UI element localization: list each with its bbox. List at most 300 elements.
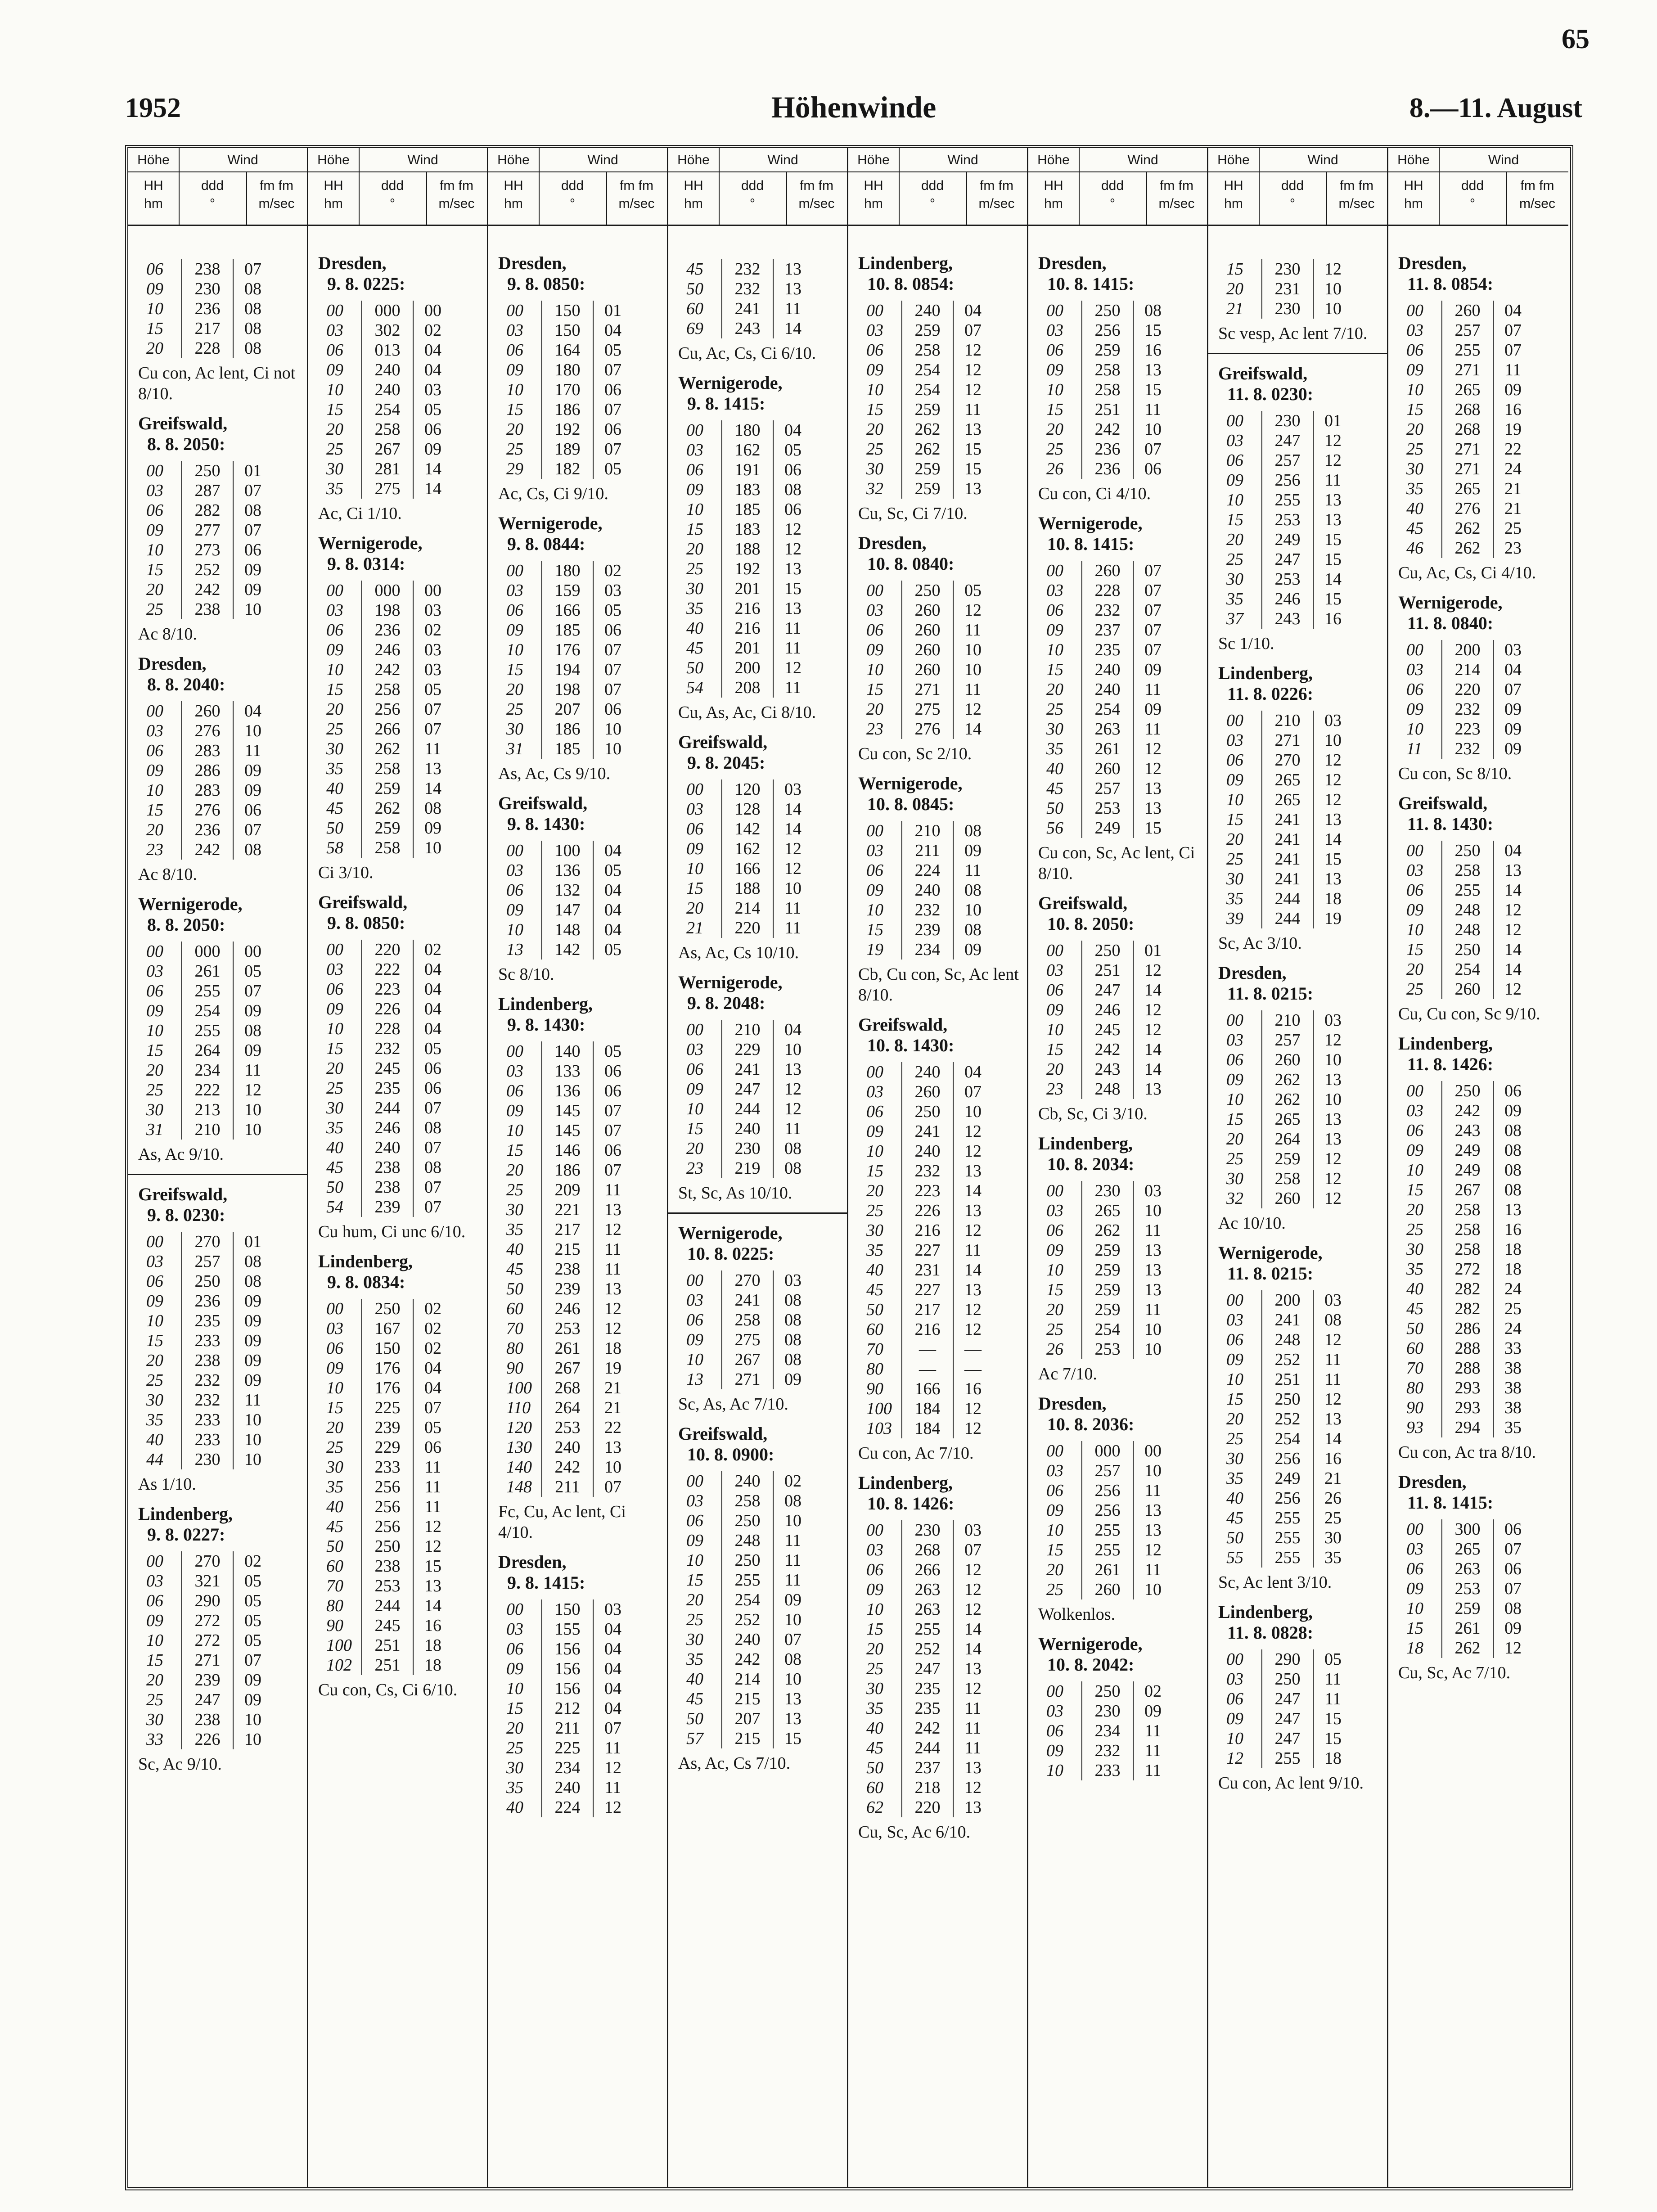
- observation-row: [1043, 1020, 1172, 1040]
- speed-cell: 12: [1144, 739, 1162, 758]
- height-cell: 20: [506, 1161, 523, 1180]
- direction-cell: 188: [722, 878, 773, 898]
- height-cell: 06: [1406, 1559, 1423, 1578]
- speed-cell: 13: [1324, 1070, 1342, 1089]
- header-deg-unit: °: [390, 196, 395, 211]
- height-cell: 15: [686, 1119, 703, 1138]
- direction-cell: 259: [362, 818, 413, 838]
- direction-cell: 256: [362, 1477, 413, 1497]
- height-cell: 15: [1226, 1110, 1243, 1129]
- speed-cell: 09: [244, 1690, 261, 1709]
- speed-cell: 25: [1504, 1299, 1522, 1318]
- direction-cell: 000: [182, 942, 233, 961]
- observation-row: [683, 299, 812, 319]
- station-heading: [138, 894, 299, 935]
- observation-row: [503, 1679, 632, 1698]
- header-rule: [488, 171, 667, 172]
- observation-row: [863, 880, 992, 900]
- speed-cell: 08: [1504, 1599, 1522, 1618]
- observation-row: [143, 840, 272, 860]
- direction-cell: 266: [362, 719, 413, 739]
- header-deg-unit: °: [750, 196, 755, 211]
- observation-row: [323, 1197, 452, 1217]
- height-cell: 20: [866, 1181, 883, 1200]
- column-body: [848, 226, 1027, 1843]
- speed-cell: 22: [1504, 440, 1522, 459]
- direction-cell: 276: [902, 719, 953, 739]
- observation-row: [1043, 1500, 1172, 1520]
- direction-cell: 247: [722, 1079, 773, 1099]
- observation-row: [503, 1061, 632, 1081]
- height-cell: 40: [1226, 1489, 1243, 1508]
- direction-cell: —: [902, 1339, 953, 1359]
- height-cell: 00: [866, 821, 883, 840]
- direction-cell: 255: [1082, 1520, 1133, 1540]
- height-cell: 110: [506, 1398, 531, 1417]
- height-cell: 70: [506, 1319, 523, 1338]
- header-ddd-label: ddd: [741, 178, 764, 193]
- observation-row: [863, 1698, 992, 1718]
- speed-cell: —: [964, 1340, 982, 1359]
- height-cell: 03: [146, 721, 163, 740]
- header-hoehe: Höhe: [857, 153, 890, 167]
- observation-row: [503, 1160, 632, 1180]
- speed-cell: 07: [604, 1121, 621, 1140]
- speed-cell: 12: [784, 839, 801, 858]
- observation-row: [1223, 849, 1352, 869]
- observation-time: 8. 8. 2040:: [147, 674, 225, 694]
- height-cell: 32: [866, 479, 883, 498]
- observation-table: [683, 1020, 812, 1178]
- header-fmfm-label: fm fm: [800, 178, 833, 193]
- height-cell: 20: [1046, 1300, 1063, 1319]
- observation-row: [863, 719, 992, 739]
- speed-cell: 09: [244, 1351, 261, 1370]
- station-heading: [138, 1504, 299, 1545]
- observation-row: [1043, 561, 1172, 581]
- observation-row: [863, 340, 992, 360]
- height-cell: 09: [1046, 621, 1063, 640]
- cloud-note: Sc 8/10.: [498, 965, 554, 984]
- speed-cell: 10: [1324, 299, 1342, 318]
- observation-row: [1043, 1580, 1172, 1599]
- speed-cell: 13: [1144, 799, 1162, 818]
- height-cell: 20: [1406, 960, 1423, 979]
- direction-cell: 232: [182, 1370, 233, 1390]
- direction-cell: 227: [902, 1280, 953, 1300]
- observation-row: [1223, 1429, 1352, 1449]
- observation-row: [323, 960, 452, 979]
- cloud-note: Cu, Ac, Cs, Ci 6/10.: [678, 344, 816, 363]
- header-ddd-label: ddd: [921, 178, 944, 193]
- height-cell: 09: [146, 279, 163, 298]
- height-cell: 00: [866, 1521, 883, 1540]
- speed-cell: 13: [964, 420, 982, 439]
- speed-cell: 04: [424, 1359, 441, 1378]
- observation-row: [143, 1551, 272, 1571]
- direction-cell: 240: [362, 380, 413, 400]
- height-cell: 10: [686, 1099, 703, 1118]
- height-cell: 15: [1226, 1390, 1243, 1409]
- header-wind: Wind: [227, 153, 258, 167]
- speed-cell: 08: [1504, 1180, 1522, 1199]
- direction-cell: 257: [1082, 779, 1133, 798]
- direction-cell: 142: [542, 940, 593, 960]
- observation-row: [863, 1300, 992, 1320]
- height-cell: 20: [686, 540, 703, 559]
- observation-row: [503, 1738, 632, 1758]
- observation-row: [143, 1650, 272, 1670]
- observation-row: [1403, 1259, 1532, 1279]
- observation-row: [683, 1040, 812, 1059]
- speed-cell: 23: [1504, 539, 1522, 558]
- speed-cell: 14: [964, 1261, 982, 1279]
- speed-cell: 12: [1324, 751, 1342, 770]
- observation-row: [683, 1139, 812, 1158]
- observation-row: [1043, 660, 1172, 680]
- cloud-note: As 1/10.: [138, 1475, 196, 1494]
- direction-cell: 263: [902, 1599, 953, 1619]
- cloud-note: Sc, Ac 9/10.: [138, 1755, 222, 1774]
- direction-cell: 241: [722, 1059, 773, 1079]
- height-cell: 35: [1226, 590, 1243, 608]
- station-heading: [858, 533, 1019, 574]
- height-cell: 10: [1226, 790, 1243, 809]
- speed-cell: 16: [1144, 341, 1162, 360]
- observation-row: [1403, 640, 1532, 660]
- column-header: [848, 148, 1027, 226]
- height-cell: 06: [146, 1272, 163, 1291]
- speed-cell: 04: [424, 1379, 441, 1397]
- direction-cell: 232: [902, 1161, 953, 1181]
- direction-cell: 150: [362, 1338, 413, 1358]
- observation-table: [143, 461, 272, 619]
- height-cell: 09: [1046, 1241, 1063, 1260]
- direction-cell: 256: [362, 1517, 413, 1536]
- observation-table: [1043, 1681, 1172, 1780]
- height-cell: 10: [506, 1679, 523, 1698]
- direction-cell: 250: [1442, 1081, 1493, 1101]
- direction-cell: 240: [902, 1141, 953, 1161]
- observation-row: [1223, 470, 1352, 490]
- height-cell: 30: [146, 1710, 163, 1729]
- height-cell: 35: [1406, 1260, 1423, 1279]
- speed-cell: 12: [604, 1220, 621, 1239]
- height-cell: 60: [1406, 1339, 1423, 1358]
- direction-cell: 188: [722, 539, 773, 559]
- header-hm-unit: hm: [324, 196, 343, 211]
- observation-row: [1403, 880, 1532, 900]
- observation-row: [1223, 889, 1352, 909]
- direction-cell: 232: [362, 1039, 413, 1059]
- speed-cell: 14: [964, 1620, 982, 1639]
- speed-cell: 04: [424, 980, 441, 999]
- height-cell: 15: [1406, 940, 1423, 959]
- height-cell: 03: [1226, 1670, 1243, 1689]
- direction-cell: 232: [182, 1390, 233, 1410]
- height-cell: 15: [146, 1331, 163, 1350]
- observation-row: [1223, 1669, 1352, 1689]
- speed-cell: 07: [1504, 1540, 1522, 1559]
- speed-cell: 16: [1504, 1220, 1522, 1239]
- observation-row: [683, 500, 812, 519]
- speed-cell: 13: [1144, 360, 1162, 379]
- cloud-note: As, Ac 9/10.: [138, 1145, 224, 1164]
- speed-cell: 38: [1504, 1379, 1522, 1397]
- speed-cell: 38: [1504, 1359, 1522, 1378]
- height-cell: 03: [866, 321, 883, 340]
- direction-cell: 262: [362, 798, 413, 818]
- speed-cell: 11: [1324, 1350, 1342, 1369]
- height-cell: 00: [506, 841, 523, 860]
- observation-row: [503, 1279, 632, 1299]
- direction-cell: 210: [902, 821, 953, 841]
- speed-cell: 09: [1144, 700, 1162, 719]
- speed-cell: 10: [244, 1100, 261, 1119]
- cloud-note: Ac 8/10.: [138, 865, 197, 884]
- height-cell: 09: [326, 1359, 343, 1378]
- speed-cell: 08: [1504, 1141, 1522, 1160]
- height-cell: 15: [1046, 1040, 1063, 1059]
- direction-cell: 271: [1262, 730, 1313, 750]
- observation-row: [1043, 1221, 1172, 1240]
- speed-cell: 07: [244, 982, 261, 1000]
- height-cell: 20: [1406, 1200, 1423, 1219]
- observation-row: [143, 1120, 272, 1140]
- station-name: Lindenberg,: [858, 1473, 953, 1493]
- speed-cell: 00: [244, 942, 261, 961]
- observation-row: [1223, 1330, 1352, 1350]
- direction-cell: 220: [1442, 680, 1493, 699]
- direction-cell: 200: [1442, 640, 1493, 660]
- observation-row: [683, 1649, 812, 1669]
- direction-cell: 201: [722, 579, 773, 599]
- observation-table: [1403, 1081, 1532, 1437]
- speed-cell: 11: [1144, 1741, 1162, 1760]
- station-name: Lindenberg,: [1398, 1033, 1493, 1054]
- speed-cell: 13: [784, 279, 801, 298]
- direction-cell: 238: [362, 1556, 413, 1576]
- direction-cell: 241: [1262, 1310, 1313, 1330]
- speed-cell: 07: [1504, 1579, 1522, 1598]
- speed-cell: 11: [964, 1719, 982, 1738]
- direction-cell: 273: [182, 540, 233, 560]
- speed-cell: 05: [964, 581, 982, 600]
- speed-cell: 11: [964, 861, 982, 880]
- speed-cell: 18: [424, 1656, 441, 1675]
- speed-cell: 06: [604, 420, 621, 439]
- direction-cell: 258: [1442, 1239, 1493, 1259]
- speed-cell: 06: [604, 621, 621, 640]
- speed-cell: 09: [244, 761, 261, 780]
- direction-cell: 252: [1262, 1350, 1313, 1370]
- direction-cell: 258: [362, 838, 413, 858]
- table-column: [1388, 148, 1568, 2187]
- direction-cell: 262: [1262, 1090, 1313, 1109]
- direction-cell: 259: [902, 479, 953, 499]
- direction-cell: 240: [722, 1471, 773, 1491]
- height-cell: 20: [686, 1590, 703, 1609]
- observation-row: [863, 1758, 992, 1778]
- direction-cell: 244: [362, 1596, 413, 1616]
- height-cell: 20: [1046, 1560, 1063, 1579]
- height-cell: 20: [506, 1719, 523, 1738]
- direction-cell: 254: [1082, 1320, 1133, 1339]
- height-cell: 15: [1046, 1280, 1063, 1299]
- station-name: Greifswald,: [678, 732, 768, 752]
- speed-cell: 07: [424, 1398, 441, 1417]
- height-cell: 06: [866, 861, 883, 880]
- direction-cell: 242: [1082, 1040, 1133, 1059]
- height-cell: 00: [866, 1063, 883, 1081]
- cloud-note: Cu, Cu con, Sc 9/10.: [1398, 1005, 1540, 1023]
- direction-cell: 252: [182, 560, 233, 580]
- observation-row: [143, 721, 272, 741]
- height-cell: 03: [1226, 1311, 1243, 1329]
- height-cell: 35: [686, 599, 703, 618]
- speed-cell: 12: [964, 700, 982, 719]
- height-cell: 25: [1406, 980, 1423, 999]
- speed-cell: 06: [604, 380, 621, 399]
- height-cell: 50: [1226, 1528, 1243, 1547]
- height-cell: 09: [686, 1330, 703, 1349]
- height-cell: 45: [326, 1158, 343, 1177]
- speed-cell: 03: [784, 1271, 801, 1290]
- height-cell: 00: [1406, 1520, 1423, 1539]
- speed-cell: 15: [784, 1729, 801, 1748]
- direction-cell: 232: [1442, 699, 1493, 719]
- height-cell: 00: [1046, 1442, 1063, 1460]
- direction-cell: 253: [1082, 798, 1133, 818]
- observation-time: 9. 8. 0844:: [507, 534, 585, 554]
- height-cell: 25: [686, 1610, 703, 1629]
- direction-cell: 239: [362, 1418, 413, 1437]
- speed-cell: 11: [244, 1061, 261, 1080]
- height-cell: 00: [326, 581, 343, 600]
- height-cell: 03: [686, 1291, 703, 1310]
- direction-cell: 000: [1082, 1441, 1133, 1461]
- cloud-note: Cu con, Sc 8/10.: [1398, 764, 1512, 783]
- height-cell: 20: [146, 580, 163, 599]
- height-cell: 35: [1046, 739, 1063, 758]
- station-name: Wernigerode,: [138, 894, 243, 914]
- direction-cell: 258: [1262, 1169, 1313, 1189]
- observation-time: 9. 8. 0230:: [147, 1205, 225, 1225]
- observation-row: [143, 1611, 272, 1631]
- observation-row: [1223, 1469, 1352, 1488]
- height-cell: 06: [326, 980, 343, 999]
- observation-row: [1403, 1418, 1532, 1437]
- direction-cell: 260: [1082, 1580, 1133, 1599]
- observation-row: [323, 1457, 452, 1477]
- observation-row: [323, 1338, 452, 1358]
- observation-row: [143, 1710, 272, 1730]
- height-cell: 30: [866, 1679, 883, 1698]
- header-hh: [308, 177, 359, 213]
- observation-row: [323, 838, 452, 858]
- height-cell: 45: [326, 799, 343, 818]
- direction-cell: 244: [1262, 909, 1313, 928]
- speed-cell: 12: [1144, 961, 1162, 980]
- speed-cell: 11: [784, 1551, 801, 1570]
- header-hh: [848, 177, 899, 213]
- cloud-note: Ac 7/10.: [1038, 1365, 1097, 1383]
- direction-cell: 233: [182, 1430, 233, 1450]
- observation-row: [1223, 1149, 1352, 1169]
- observation-row: [503, 1798, 632, 1817]
- observation-row: [683, 1059, 812, 1079]
- speed-cell: 10: [1144, 1340, 1162, 1359]
- observation-row: [1223, 589, 1352, 609]
- height-cell: 00: [686, 421, 703, 440]
- direction-cell: 260: [182, 701, 233, 721]
- speed-cell: 18: [604, 1339, 621, 1358]
- station-heading: [318, 253, 479, 294]
- direction-cell: 270: [1262, 750, 1313, 770]
- observation-row: [1403, 680, 1532, 699]
- direction-cell: 236: [362, 620, 413, 640]
- observation-row: [323, 660, 452, 680]
- speed-cell: 08: [784, 1291, 801, 1310]
- speed-cell: 04: [244, 702, 261, 721]
- height-cell: 15: [146, 1651, 163, 1670]
- height-cell: 06: [866, 621, 883, 640]
- observation-row: [323, 1039, 452, 1059]
- height-cell: 20: [326, 420, 343, 439]
- direction-cell: 234: [902, 940, 953, 960]
- cloud-note: Cu con, Ac tra 8/10.: [1398, 1443, 1536, 1462]
- observation-table: [323, 581, 452, 858]
- direction-cell: 215: [722, 1689, 773, 1709]
- height-cell: 06: [866, 341, 883, 360]
- speed-cell: 05: [424, 400, 441, 419]
- speed-cell: 13: [784, 559, 801, 578]
- direction-cell: 189: [542, 439, 593, 459]
- observation-time: 10. 8. 1415:: [1047, 534, 1135, 554]
- speed-cell: 10: [1144, 1201, 1162, 1220]
- observation-row: [683, 279, 812, 299]
- direction-cell: 254: [182, 1001, 233, 1021]
- speed-cell: 00: [424, 581, 441, 600]
- station-heading: [1398, 592, 1560, 634]
- observation-time: 11. 8. 0840:: [1407, 613, 1494, 633]
- speed-cell: 18: [1504, 1260, 1522, 1279]
- speed-cell: 07: [604, 1478, 621, 1496]
- observation-table: [1223, 1649, 1352, 1768]
- speed-cell: 08: [244, 299, 261, 318]
- speed-cell: 18: [424, 1636, 441, 1655]
- observation-row: [143, 259, 272, 279]
- height-cell: 25: [1226, 1429, 1243, 1448]
- observation-time: 11. 8. 1430:: [1407, 814, 1494, 834]
- height-cell: 03: [1406, 1540, 1423, 1559]
- height-cell: 06: [1226, 1689, 1243, 1708]
- speed-cell: 11: [424, 1497, 441, 1516]
- speed-cell: 07: [604, 400, 621, 419]
- observation-row: [1403, 900, 1532, 920]
- observation-row: [683, 1630, 812, 1649]
- height-cell: 03: [1046, 1702, 1063, 1721]
- observation-row: [143, 1080, 272, 1100]
- direction-cell: 288: [1442, 1358, 1493, 1378]
- direction-cell: 218: [902, 1778, 953, 1798]
- height-cell: 00: [1406, 301, 1423, 320]
- height-cell: 09: [506, 360, 523, 379]
- observation-table: [1223, 1290, 1352, 1568]
- observation-row: [863, 1161, 992, 1181]
- speed-cell: 08: [1324, 1311, 1342, 1329]
- speed-cell: 06: [244, 541, 261, 559]
